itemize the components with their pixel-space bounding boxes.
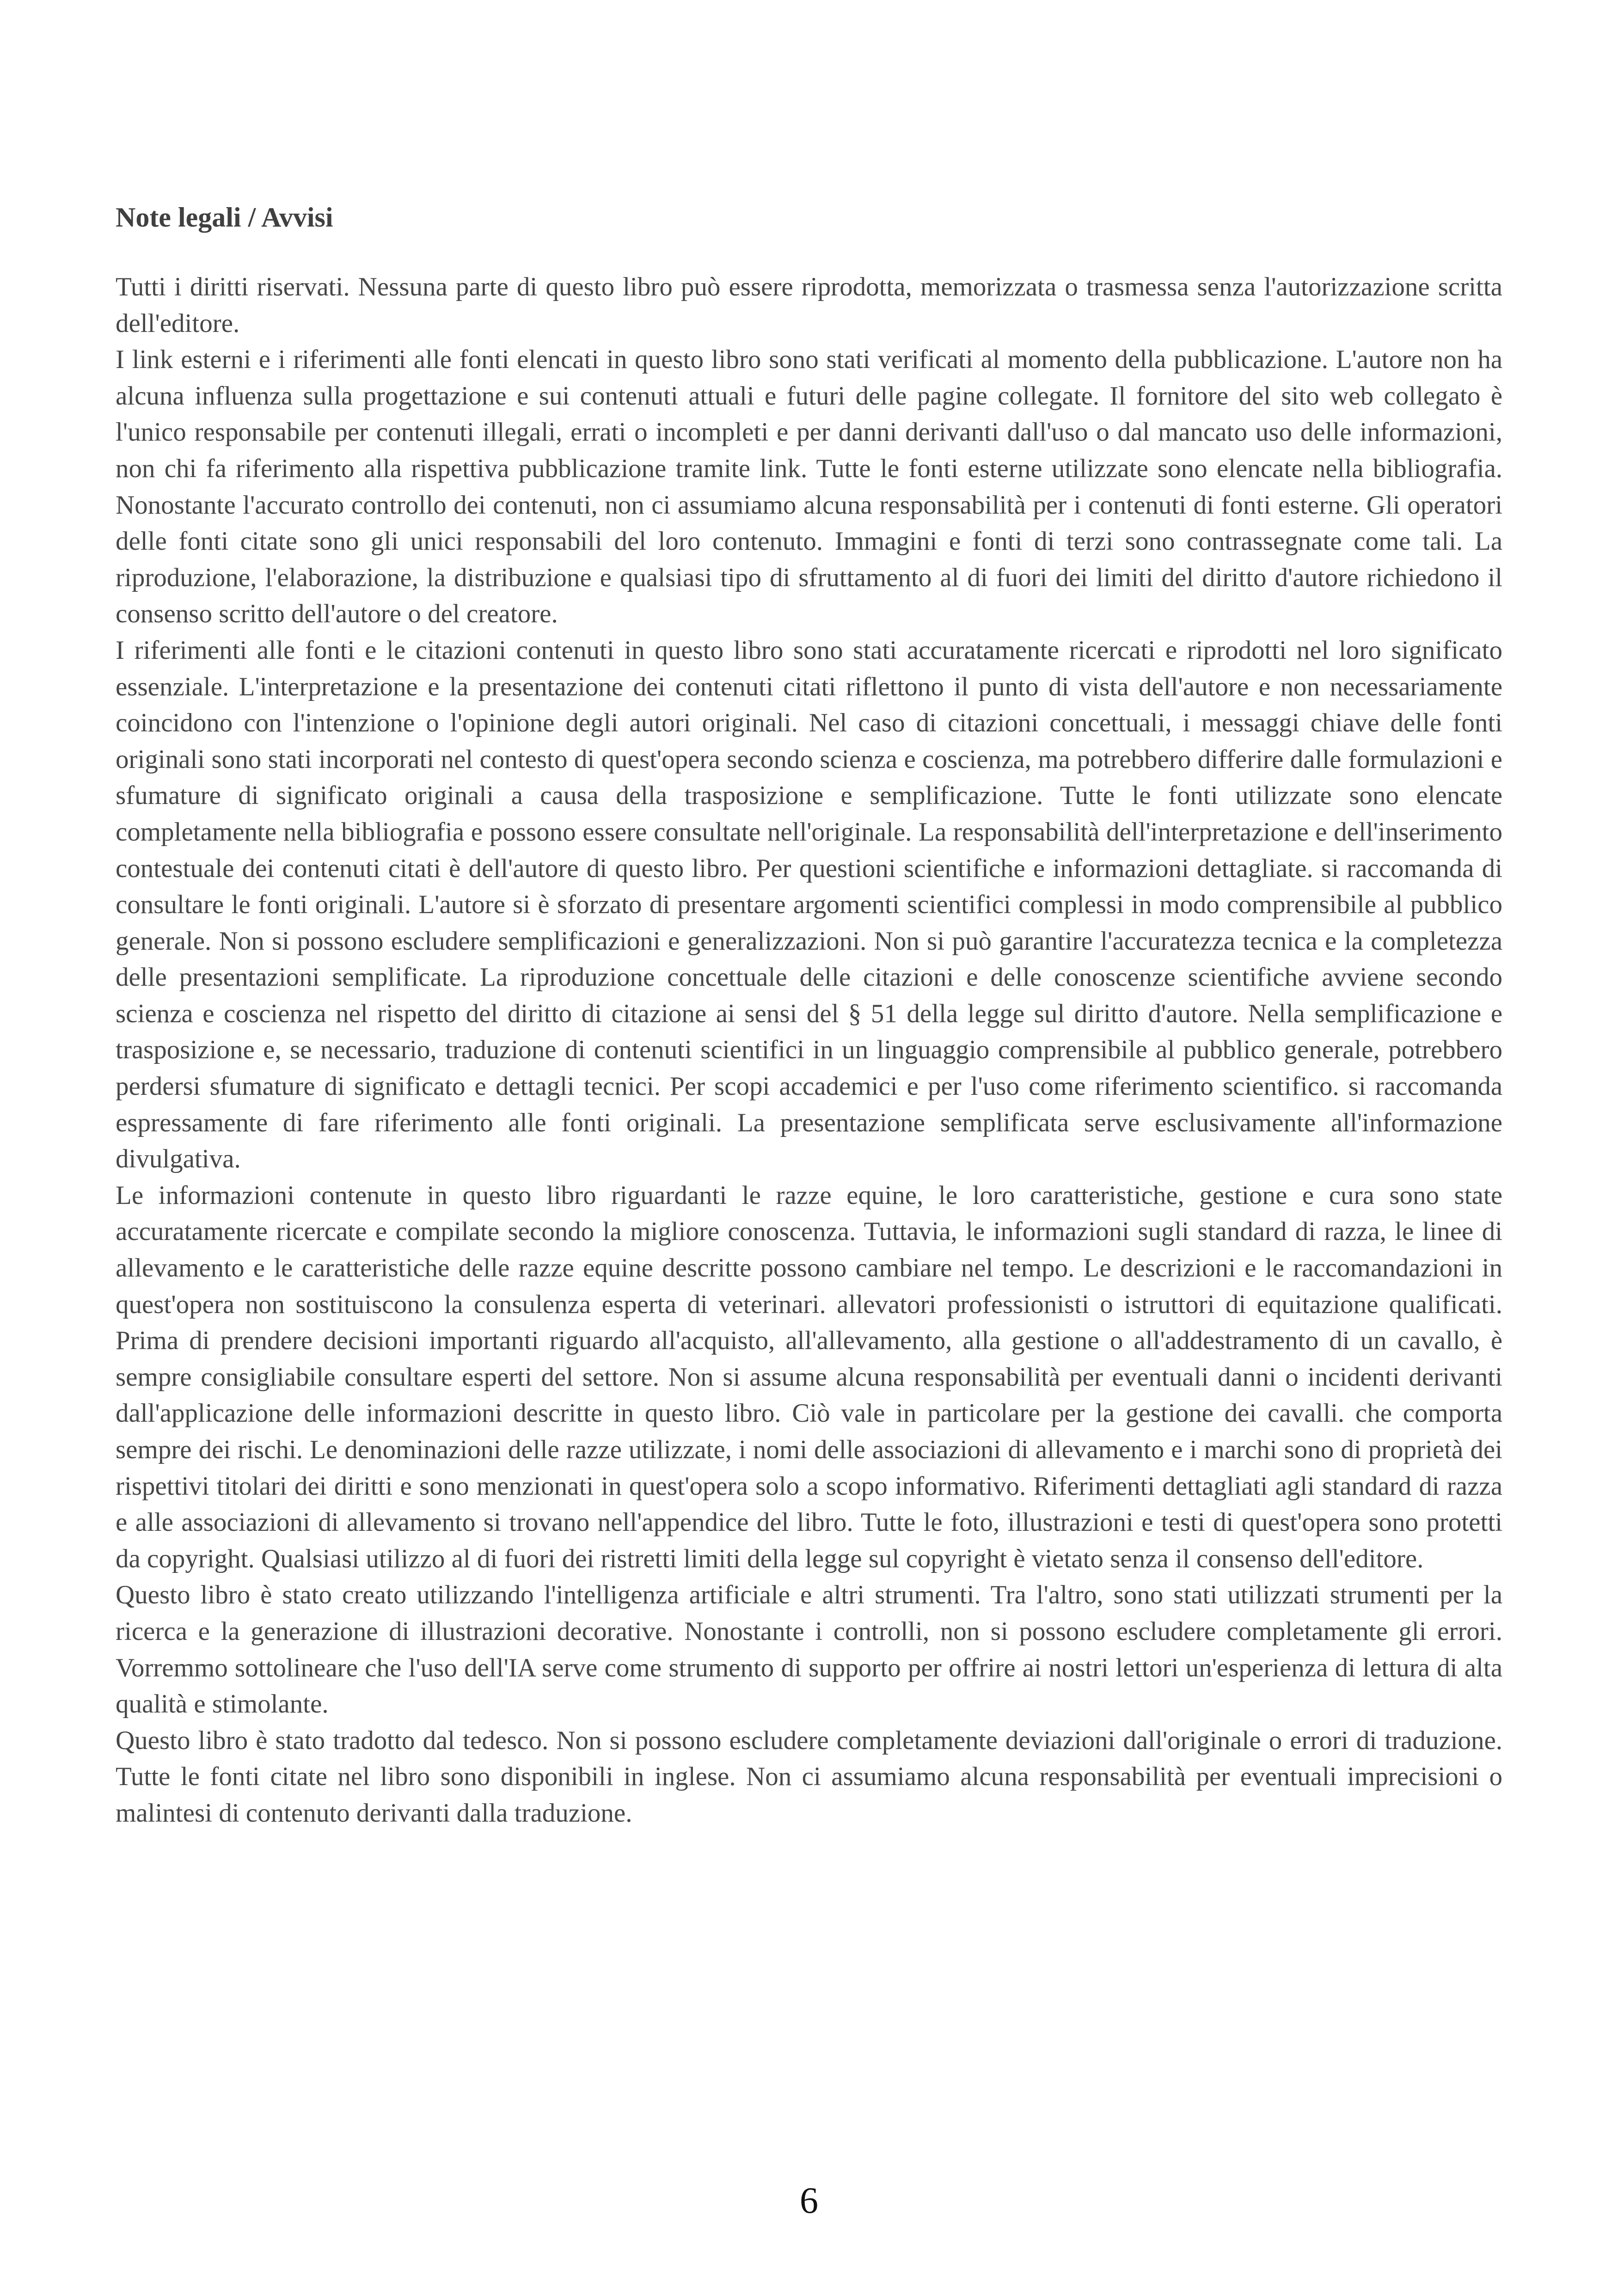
paragraph-horse-breeds: Le informazioni contenute in questo libro riguardanti le razze equine, le loro caratteristiche, gestione e cura sono state accuratamente ricercate e compilate secondo la migliore conoscenza. Tuttavia, le informazioni sugli standard di razza, le linee di allevamento e le caratteristiche delle razze equine descritte possono cambiare nel tempo. Le descrizioni e le raccomandazioni in quest'opera non sostituiscono la consulenza esperta di veterinari. allevatori professionisti o istruttori di equitazione qualificati. Prima di prendere decisioni importanti riguardo all'acquisto, all'allevamento, alla gestione o all'addestramento di un cavallo, è sempre consigliabile consultare esperti del settore. Non si assume alcuna responsabilità per eventuali danni o incidenti derivanti dall'applicazione delle informazioni descritte in questo libro. Ciò vale in particolare per la gestione dei cavalli. che comporta sempre dei rischi. Le denominazioni delle razze utilizzate, i nomi delle associazioni di allevamento e i marchi sono di proprietà dei rispettivi titolari dei diritti e sono menzionati in quest'opera solo a scopo informativo. Riferimenti dettagliati agli standard di razza e alle associazioni di allevamento si trovano nell'appendice del libro. Tutte le foto, illustrazioni e testi di quest'opera sono protetti da copyright. Qualsiasi utilizzo al di fuori dei ristretti limiti della legge sul copyright è vietato senza il consenso dell'editore. [116,1180,1502,1573]
document-page [116,0,1502,2296]
paragraph-rights: Tutti i diritti riservati. Nessuna parte di questo libro può essere riprodotta, memorizzata o trasmessa senza l'autorizzazione scritta dell'editore. [116,272,1502,338]
paragraph-external-links: I link esterni e i riferimenti alle fonti elencati in questo libro sono stati verificati al momento della pubblicazione. L'autore non ha alcuna influenza sulla progettazione e sui contenuti attuali e futuri delle pagine collegate. Il fornitore del sito web collegato è l'unico responsabile per contenuti illegali, errati o incompleti e per danni derivanti dall'uso o dal mancato uso delle informazioni, non chi fa riferimento alla rispettiva pubblicazione tramite link. Tutte le fonti esterne utilizzate sono elencate nella bibliografia. Nonostante l'accurato controllo dei contenuti, non ci assumiamo alcuna responsabilità per i contenuti di fonti esterne. Gli operatori delle fonti citate sono gli unici responsabili del loro contenuto. Immagini e fonti di terzi sono contrassegnate come tali. La riproduzione, l'elaborazione, la distribuzione e qualsiasi tipo di sfruttamento al di fuori dei limiti del diritto d'autore richiedono il consenso scritto dell'autore o del creatore. [116,345,1502,629]
paragraph-translation: Questo libro è stato tradotto dal tedesco. Non si possono escludere completamente deviazioni dall'originale o errori di traduzione. Tutte le fonti citate nel libro sono disponibili in inglese. Non ci assumiamo alcuna responsabilità per eventuali imprecisioni o malintesi di contenuto derivanti dalla traduzione. [116,1725,1502,1828]
paragraph-ai-usage: Questo libro è stato creato utilizzando l'intelligenza artificiale e altri strumenti. Tra l'altro, sono stati utilizzati strumenti per la ricerca e la generazione di illustrazioni decorative. Nonostante i controlli, non si possono escludere completamente gli errori. Vorremmo sottolineare che l'uso dell'IA serve come strumento di supporto per offrire ai nostri lettori un'esperienza di lettura di alta qualità e stimolante. [116,1580,1502,1719]
page-heading: Note legali / Avvisi [116,202,333,233]
body-text [116,269,1502,1832]
paragraph-citations: I riferimenti alle fonti e le citazioni contenuti in questo libro sono stati accuratamente ricercati e riprodotti nel loro significato essenziale. L'interpretazione e la presentazione dei contenuti citati riflettono il punto di vista dell'autore e non necessariamente coincidono con l'intenzione o l'opinione degli autori originali. Nel caso di citazioni concettuali, i messaggi chiave delle fonti originali sono stati incorporati nel contesto di quest'opera secondo scienza e coscienza, ma potrebbero differire dalle formulazioni e sfumature di significato originali a causa della trasposizione e semplificazione. Tutte le fonti utilizzate sono elencate completamente nella bibliografia e possono essere consultate nell'originale. La responsabilità dell'interpretazione e dell'inserimento contestuale dei contenuti citati è dell'autore di questo libro. Per questioni scientifiche e informazioni dettagliate. si raccomanda di consultare le fonti originali. L'autore si è sforzato di presentare argomenti scientifici complessi in modo comprensibile al pubblico generale. Non si possono escludere semplificazioni e generalizzazioni. Non si può garantire l'accuratezza tecnica e la completezza delle presentazioni semplificate. La riproduzione concettuale delle citazioni e delle conoscenze scientifiche avviene secondo scienza e coscienza nel rispetto del diritto di citazione ai sensi del § 51 della legge sul diritto d'autore. Nella semplificazione e trasposizione e, se necessario, traduzione di contenuti scientifici in un linguaggio comprensibile al pubblico generale, potrebbero perdersi sfumature di significato e dettagli tecnici. Per scopi accademici e per l'uso come riferimento scientifico. si raccomanda espressamente di fare riferimento alle fonti originali. La presentazione semplificata serve esclusivamente all'informazione divulgativa. [116,635,1502,1174]
page-number: 6 [800,2180,818,2221]
